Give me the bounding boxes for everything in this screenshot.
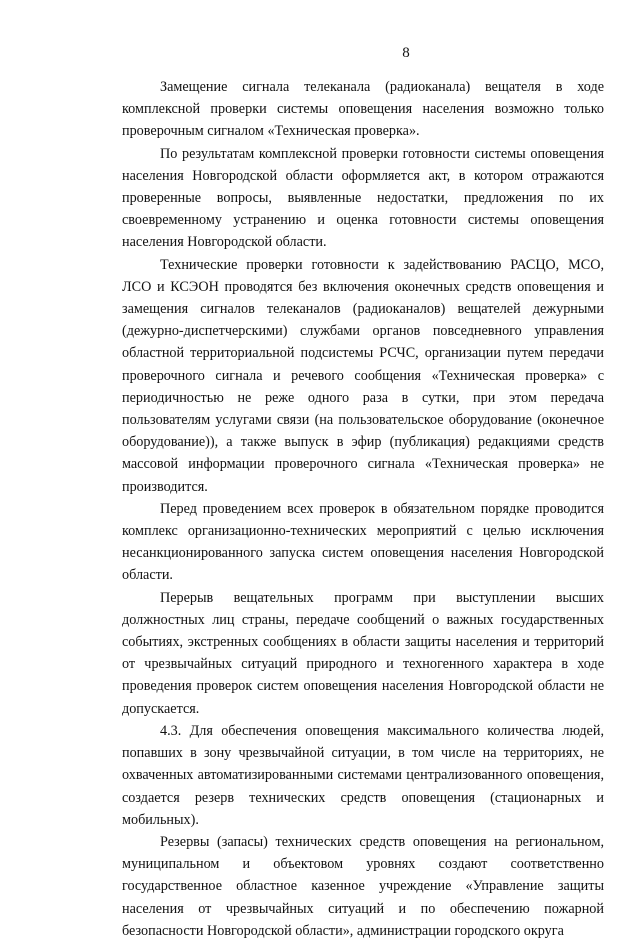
paragraph-signal-replacement: Замещение сигнала телеканала (радиоканала) вещателя в ходе комплексной проверки системы оповещения населения возможно только проверочным сигналом «Техническая проверка». bbox=[122, 79, 604, 140]
paragraph-check-results: По результатам комплексной проверки готовности системы оповещения населения Новгородской области оформляется акт, в котором отражаются проверенные вопросы, выявленные недостатки, предложения по их своевременному устранению и оценка готовности системы оповещения населения Новгородской области. bbox=[122, 145, 604, 251]
page-number: 8 bbox=[402, 45, 410, 61]
paragraph-broadcast-interruption: Перерыв вещательных программ при выступлении высших должностных лиц страны, передаче сообщений о важных государственных событиях, экстренных сообщениях в области защиты населения и территорий от чрезвычайных ситуаций природного и техногенного характера в ходе проведения проверок систем оповещения населения Новгородской области не допускается. bbox=[122, 589, 604, 717]
paragraph-technical-checks: Технические проверки готовности к задействованию РАСЦО, МСО, ЛСО и КСЭОН проводятся без включения оконечных средств оповещения и замещения сигналов телеканалов (радиоканалов) вещателей дежурными (дежурно-диспетчерскими) службами органов повседневного управления областной территориальной подсистемы РСЧС, организации путем передачи проверочного сигнала и речевого сообщения «Техническая проверка» с периодичностью не реже одного раза в сутки, при этом передача пользователям услугами связи (на пользовательское оборудование (оконечное оборудование)), а также выпуск в эфир (публикация) редакциями средств массовой информации проверочного сигнала «Техническая проверка» не производится. bbox=[122, 256, 604, 495]
paragraph-section-4-3: 4.3. Для обеспечения оповещения максимального количества людей, попавших в зону чрезвычайной ситуации, в том числе на территориях, не охваченных автоматизированными системами централизованного оповещения, создается резерв технических средств оповещения (стационарных и мобильных). bbox=[122, 722, 604, 828]
paragraph-reserves: Резервы (запасы) технических средств оповещения на региональном, муниципальном и объектовом уровнях создают соответственно государственное областное казенное учреждение «Управление защиты населения от чрезвычайных ситуаций и по обеспечению пожарной безопасности Новгородской области», администрации городского округа bbox=[122, 833, 604, 939]
paragraph-preparatory-measures: Перед проведением всех проверок в обязательном порядке проводится комплекс организационно-технических мероприятий с целью исключения несанкционированного запуска систем оповещения населения Новгородской области. bbox=[122, 500, 604, 584]
